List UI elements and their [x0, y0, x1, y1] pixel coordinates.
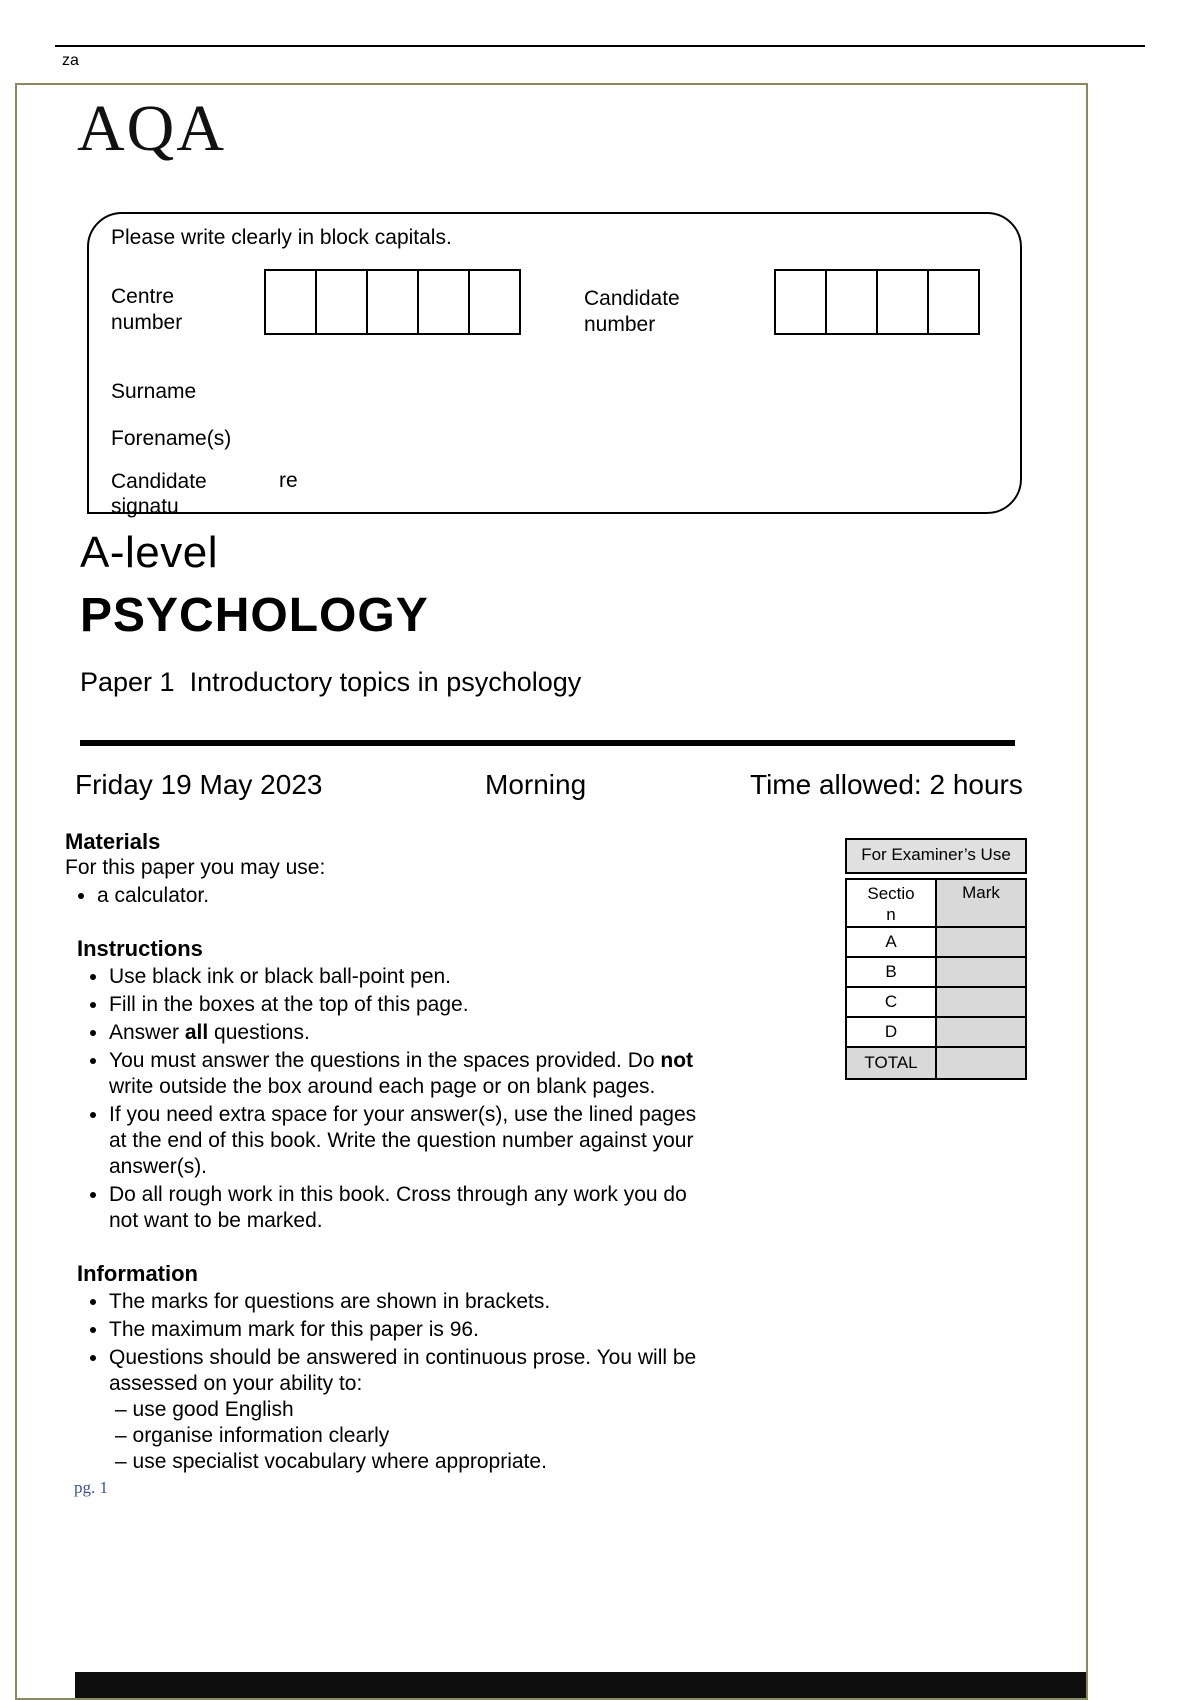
materials-intro: For this paper you may use:: [65, 856, 326, 879]
mark-cell: [936, 987, 1026, 1017]
instruction-item: • Fill in the boxes at the top of this page.: [109, 992, 697, 1018]
instruction-item: • Answer all questions.: [109, 1020, 697, 1046]
materials-heading: Materials: [65, 829, 161, 854]
examiner-use-table: [845, 838, 1027, 1080]
paper-title: Paper 1 Introductory topics in psychology: [80, 667, 582, 697]
signature-label-suffix: re: [279, 469, 298, 492]
section-cell: A: [846, 927, 936, 957]
materials-section: [65, 829, 765, 909]
subject-title: PSYCHOLOGY: [80, 589, 429, 642]
number-box: [315, 269, 368, 335]
bottom-bar: [75, 1672, 1086, 1698]
section-cell: D: [846, 1017, 936, 1047]
examiner-row-a: [846, 927, 1026, 957]
examiner-table-title: For Examiner’s Use: [845, 838, 1027, 874]
block-capitals-instruction: Please write clearly in block capitals.: [111, 226, 452, 249]
examiner-marks-grid: [845, 878, 1027, 1080]
examiner-total-row: [846, 1047, 1026, 1079]
mark-cell: [936, 1017, 1026, 1047]
information-sub-item: – use good English: [115, 1398, 294, 1421]
materials-item: • a calculator.: [97, 883, 685, 909]
number-box: [417, 269, 470, 335]
number-box: [774, 269, 827, 335]
number-box: [468, 269, 521, 335]
aqa-logo: AQA: [77, 92, 226, 165]
instructions-heading: Instructions: [77, 936, 203, 961]
corner-label: za: [62, 52, 79, 69]
number-box: [264, 269, 317, 335]
number-box: [876, 269, 929, 335]
total-label-cell: TOTAL: [846, 1047, 936, 1079]
total-mark-cell: [936, 1047, 1026, 1079]
section-cell: B: [846, 957, 936, 987]
candidate-details-box: [87, 212, 1022, 518]
candidate-number-boxes: [774, 269, 980, 335]
information-list: [77, 1289, 697, 1475]
information-section: [77, 1261, 765, 1475]
instruction-item: • You must answer the questions in the spaces provided. Do not write outside the box around each page or on blank pages.: [109, 1048, 697, 1100]
qualification-title: A-level: [80, 528, 218, 577]
exam-session: Morning: [485, 769, 587, 800]
number-box: [366, 269, 419, 335]
instructions-section: [77, 936, 765, 1234]
examiner-row-c: [846, 987, 1026, 1017]
top-divider: [55, 45, 1145, 47]
front-page-text: [65, 829, 765, 1477]
page-number: pg. 1: [74, 1478, 108, 1497]
centre-number-label: Centre number: [111, 285, 183, 334]
candidate-number-label: Candidate number: [584, 287, 680, 336]
information-item: • The maximum mark for this paper is 96.: [109, 1317, 697, 1343]
exam-paper-page: [15, 83, 1088, 1700]
mark-column-header: Mark: [936, 879, 1026, 927]
section-cell: C: [846, 987, 936, 1017]
information-sub-item: – organise information clearly: [115, 1424, 390, 1447]
information-sub-item: – use specialist vocabulary where appropriate.: [115, 1450, 547, 1473]
examiner-row-d: [846, 1017, 1026, 1047]
examiner-row-b: [846, 957, 1026, 987]
title-divider: [80, 740, 1015, 746]
information-item: • The marks for questions are shown in brackets.: [109, 1289, 697, 1315]
centre-number-boxes: [264, 269, 521, 335]
number-box: [825, 269, 878, 335]
information-item: • Questions should be answered in continuous prose. You will be assessed on your ability to: – use good English – organise information clearly – use specialist vocabulary where appropriate.: [109, 1345, 697, 1475]
instructions-list: [77, 964, 697, 1234]
time-allowed: Time allowed: 2 hours: [750, 769, 1023, 800]
instruction-item: • If you need extra space for your answer(s), use the lined pages at the end of this book. Write the question number against your answer(s).: [109, 1102, 697, 1180]
surname-label: Surname: [111, 380, 197, 403]
mark-cell: [936, 927, 1026, 957]
examiner-header-row: [846, 879, 1026, 927]
materials-list: [65, 883, 685, 909]
instruction-item: • Do all rough work in this book. Cross through any work you do not want to be marked.: [109, 1182, 697, 1234]
mark-cell: [936, 957, 1026, 987]
exam-date: Friday 19 May 2023: [75, 769, 323, 800]
candidate-signature-label: Candidate signatu: [111, 470, 207, 518]
section-column-header: Section: [846, 879, 936, 927]
information-heading: Information: [77, 1261, 198, 1286]
number-box: [927, 269, 980, 335]
instruction-item: • Use black ink or black ball-point pen.: [109, 964, 697, 990]
forenames-label: Forename(s): [111, 427, 232, 450]
